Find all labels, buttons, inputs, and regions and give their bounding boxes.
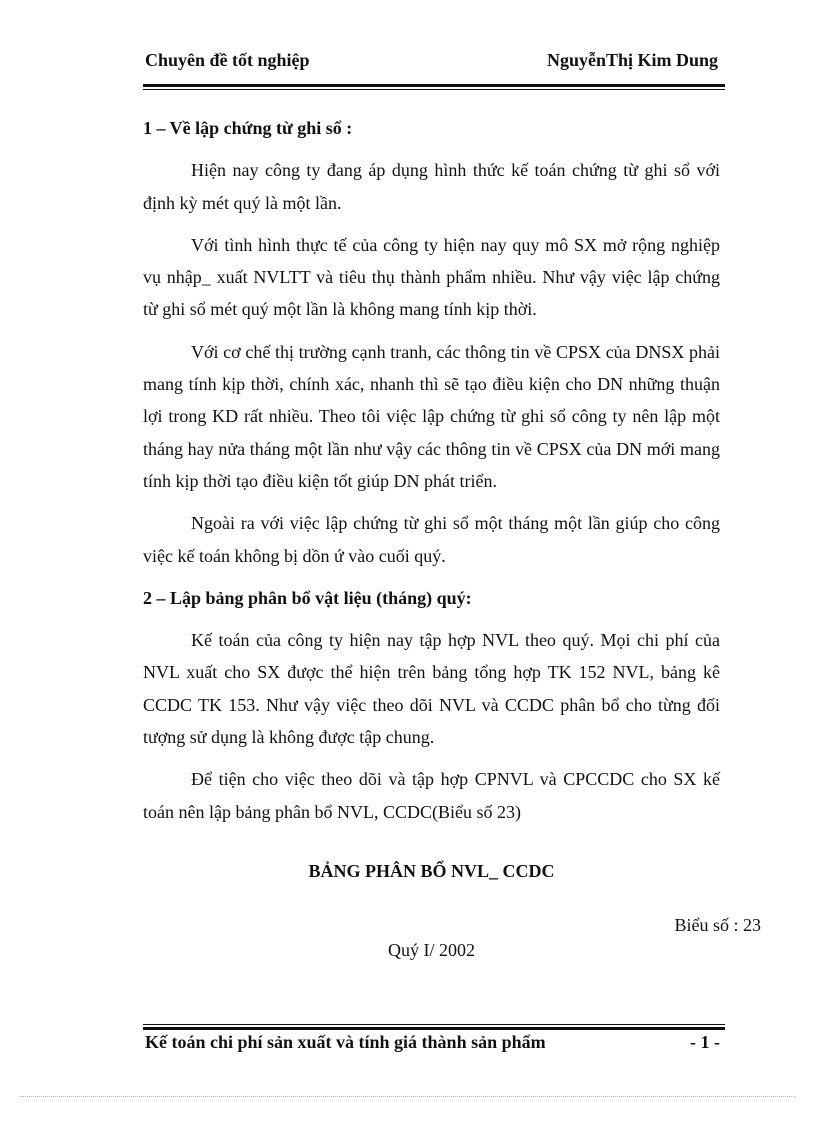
header-rule-thick [143, 84, 725, 87]
section-1 [143, 112, 720, 572]
page-number: - 1 - [690, 1032, 720, 1052]
section-heading: 1 – Về lập chứng từ ghi sổ : [143, 118, 353, 138]
table-title: BẢNG PHÂN BỔ NVL_ CCDC [308, 861, 555, 881]
header-author: NguyễnThị Kim Dung [546, 50, 718, 70]
section-2 [143, 582, 720, 828]
header-rule-thin [143, 89, 725, 90]
paragraph: Kế toán của công ty hiện nay tập hợp NVL theo quý. Mọi chi phí của NVL xuất cho SX được thể hiện trên bảng tổng hợp TK 152 NVL, bảng kê CCDC TK 153. Như vậy việc theo dõi NVL và CCDC phân bổ cho từng đối tượng sử dụng là không được tập chung. [143, 630, 720, 748]
footer-rule-thin [143, 1024, 725, 1025]
paragraph: Để tiện cho việc theo dõi và tập hợp CPNVL và CPCCDC cho SX kế toán nên lập bảng phân bổ NVL, CCDC(Biểu số 23) [143, 769, 720, 822]
section-heading: 2 – Lập bảng phân bổ vật liệu (tháng) quý: [143, 587, 472, 608]
header-document-type: Chuyên đề tốt nghiệp [145, 50, 310, 70]
period-label: Quý I/ 2002 [388, 940, 475, 960]
page-footer [143, 1032, 720, 1058]
paragraph: Với cơ chế thị trường cạnh tranh, các thông tin về CPSX của DNSX phải mang tính kịp thời, chính xác, nhanh thì sẽ tạo điều kiện cho DN những thuận lợi trong KD rất nhiều. Theo tôi việc lập chứng từ ghi sổ công ty nên lập một tháng hay nửa tháng một lần như vậy các thông tin về CPSX của DN mới mang tính kịp thời tạo điều kiện tốt giúp DN phát triển. [143, 341, 720, 491]
paragraph: Với tình hình thực tế của công ty hiện nay quy mô SX mở rộng nghiệp vụ nhập_ xuất NVLTT và tiêu thụ thành phẩm nhiều. Như vậy việc lập chứng từ ghi sổ mét quý một lần là không mang tính kịp thời. [143, 234, 720, 320]
paragraph: Hiện nay công ty đang áp dụng hình thức kế toán chứng từ ghi sổ với định kỳ mét quý là một lần. [143, 160, 720, 213]
form-number: Biểu số : 23 [674, 915, 761, 935]
page-edge-divider [20, 1096, 796, 1097]
paragraph: Ngoài ra với việc lập chứng từ ghi sổ một tháng một lần giúp cho công việc kế toán không bị dồn ứ vào cuối quý. [143, 513, 720, 566]
footer-document-subject: Kế toán chi phí sản xuất và tính giá thành sản phẩm [145, 1032, 546, 1052]
page-header [143, 50, 718, 78]
footer-rule-thick [143, 1027, 725, 1030]
document-body [143, 112, 720, 838]
